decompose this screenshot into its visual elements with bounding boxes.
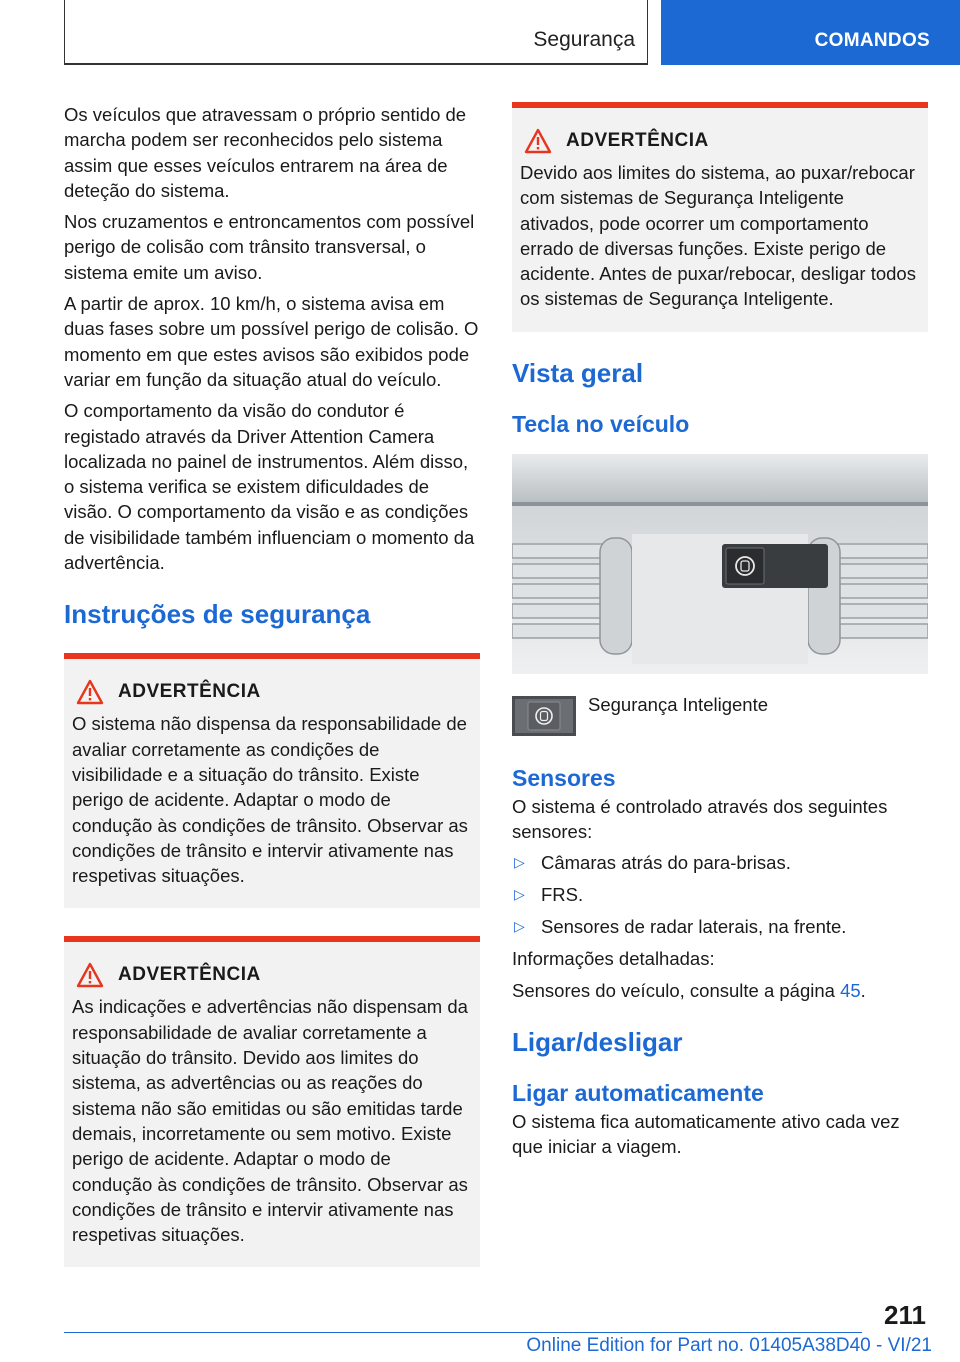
left-column xyxy=(64,102,480,1267)
bullet-triangle-icon: ▷ xyxy=(514,918,525,935)
warning-title: ADVERTÊNCIA xyxy=(566,130,709,151)
paragraph: Informações detalhadas: xyxy=(512,948,715,970)
intelligent-safety-button-icon xyxy=(512,696,576,736)
header-chapter-title: COMANDOS xyxy=(814,30,930,51)
footer-divider xyxy=(64,1332,862,1333)
warning-text: Devido aos limites do sistema, ao puxar/rebocar com sistemas de Segurança Inteligente ativados, pode ocorrer um comportamento errado de diversas funções. Existe perigo de acidente. Antes de puxar/rebocar, desligar todos os sistemas de Segurança Inteligente. xyxy=(520,162,916,310)
warning-triangle-icon xyxy=(76,679,104,705)
warning-text: O sistema não dispensa da responsabilidade de avaliar corretamente as condições de visibilidade e a situação do trânsito. Existe perigo de acidente. Adaptar o modo de condução às condições de trânsito. Observar as condições de trânsito e intervir ativamente nas respetivas situações. xyxy=(72,713,468,887)
page-number: 211 xyxy=(884,1300,926,1330)
dashboard-button-photo xyxy=(512,454,928,674)
warning-title: ADVERTÊNCIA xyxy=(118,964,261,986)
list-item: ▷ Sensores de radar laterais, na frente. xyxy=(514,916,847,938)
bullet-triangle-icon: ▷ xyxy=(514,854,525,871)
paragraph: A partir de aprox. 10 km/h, o sistema avisa em duas fases sobre um possível perigo de colisão. O momento em que estes avisos são exibidos pode variar em função da situação atual do veículo. xyxy=(64,293,479,390)
warning-triangle-icon xyxy=(76,962,104,988)
paragraph: Nos cruzamentos e entroncamentos com possível perigo de colisão com trânsito transversal, o sistema emite um aviso. xyxy=(64,211,475,283)
bullet-triangle-icon: ▷ xyxy=(514,886,525,903)
heading-button-in-vehicle: Tecla no veículo xyxy=(512,410,690,437)
page-link[interactable]: 45 xyxy=(840,979,861,1001)
right-column xyxy=(512,102,928,1166)
heading-overview: Vista geral xyxy=(512,357,644,388)
warning-box xyxy=(64,653,480,908)
warning-title: ADVERTÊNCIA xyxy=(118,681,261,703)
heading-safety-instructions: Instruções de segurança xyxy=(64,599,371,630)
header-chapter-tab[interactable] xyxy=(661,0,960,65)
warning-box xyxy=(512,102,928,332)
list-item: ▷ FRS. xyxy=(514,884,584,906)
paragraph: O sistema é controlado através dos seguintes sensores: xyxy=(512,795,888,843)
header-section-box xyxy=(64,0,648,65)
paragraph-reference: Sensores do veículo, consulte a página 45. xyxy=(512,979,866,1001)
warning-box xyxy=(64,936,480,1267)
heading-on-off: Ligar/desligar xyxy=(512,1026,683,1057)
paragraph: Os veículos que atravessam o próprio sentido de marcha podem ser reconhecidos pelo sistema assim que esses veículos entrarem na área de deteção do sistema. xyxy=(64,104,467,201)
header-section-title: Segurança xyxy=(533,28,635,51)
heading-auto-on: Ligar automaticamente xyxy=(512,1079,764,1106)
button-label: Segurança Inteligente xyxy=(588,693,768,715)
heading-sensors: Sensores xyxy=(512,764,616,791)
paragraph: O sistema fica automaticamente ativo cada vez que iniciar a viagem. xyxy=(512,1110,900,1158)
button-legend xyxy=(512,693,928,736)
list-item: ▷ Câmaras atrás do para-brisas. xyxy=(514,852,791,874)
footer-edition: Online Edition for Part no. 01405A38D40 - VI/21 xyxy=(526,1335,932,1356)
warning-triangle-icon xyxy=(524,128,552,154)
warning-text: As indicações e advertências não dispensam da responsabilidade de avaliar corretamente a situação do trânsito. Devido aos limites do sistema, as advertências ou as reações do sistema não são emitidas ou são emitidas tarde demais, incorretamente ou sem motivo. Existe perigo de acidente. Adaptar o modo de condução às condições de trânsito. Observar as condições de trânsito e intervir ativamente nas respetivas situações. xyxy=(72,996,468,1246)
sensor-list xyxy=(512,850,928,939)
paragraph: O comportamento da visão do condutor é registado através da Driver Attention Camera localizada no painel de instrumentos. Além disso, o sistema verifica se existem dificuldades de visão. O comportamento da visão e as condições de visibilidade também influenciam o momento da advertência. xyxy=(64,400,475,574)
